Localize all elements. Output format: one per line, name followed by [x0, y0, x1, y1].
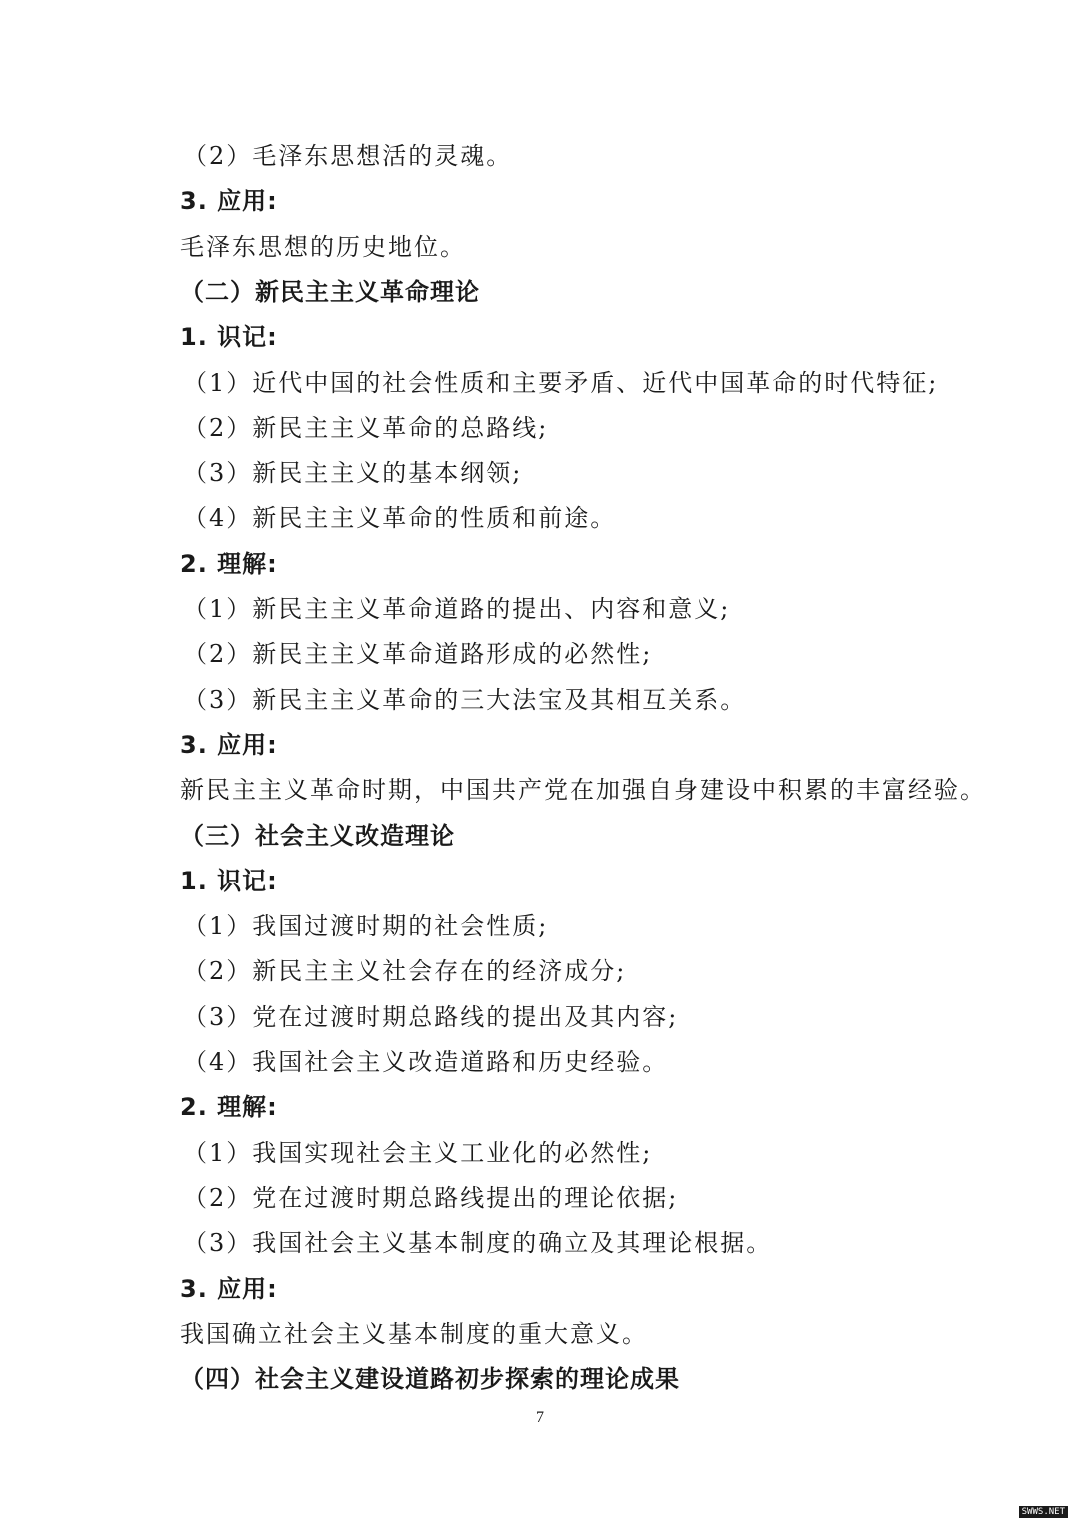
- list-item: （3）我国社会主义基本制度的确立及其理论根据。: [183, 1229, 773, 1257]
- section-heading: 3. 应用:: [180, 731, 278, 759]
- list-item: （4）新民主主义革命的性质和前途。: [183, 504, 617, 532]
- list-item: （3）新民主主义革命的三大法宝及其相互关系。: [183, 686, 747, 714]
- section-heading: 2. 理解:: [180, 1093, 278, 1121]
- list-item: （3）党在过渡时期总路线的提出及其内容;: [183, 1003, 679, 1031]
- watermark: SWWS.NET: [1019, 1506, 1068, 1518]
- list-item: （2）党在过渡时期总路线提出的理论依据;: [183, 1184, 679, 1212]
- section-heading: （四）社会主义建设道路初步探索的理论成果: [180, 1365, 680, 1393]
- list-item: （2）毛泽东思想活的灵魂。: [183, 142, 513, 170]
- paragraph: 我国确立社会主义基本制度的重大意义。: [180, 1320, 648, 1348]
- section-heading: 3. 应用:: [180, 187, 278, 215]
- list-item: （4）我国社会主义改造道路和历史经验。: [183, 1048, 669, 1076]
- list-item: （1）近代中国的社会性质和主要矛盾、近代中国革命的时代特征;: [183, 369, 939, 397]
- paragraph: 新民主主义革命时期，中国共产党在加强自身建设中积累的丰富经验。: [180, 776, 986, 804]
- list-item: （1）我国实现社会主义工业化的必然性;: [183, 1139, 653, 1167]
- section-heading: 1. 识记:: [180, 867, 278, 895]
- section-heading: （二）新民主主义革命理论: [180, 278, 480, 306]
- paragraph: 毛泽东思想的历史地位。: [180, 233, 466, 261]
- page-number: 7: [536, 1409, 544, 1426]
- list-item: （2）新民主主义社会存在的经济成分;: [183, 957, 627, 985]
- section-heading: 3. 应用:: [180, 1275, 278, 1303]
- list-item: （2）新民主主义革命的总路线;: [183, 414, 549, 442]
- list-item: （3）新民主主义的基本纲领;: [183, 459, 523, 487]
- list-item: （1）新民主主义革命道路的提出、内容和意义;: [183, 595, 731, 623]
- section-heading: 1. 识记:: [180, 323, 278, 351]
- section-heading: 2. 理解:: [180, 550, 278, 578]
- list-item: （2）新民主主义革命道路形成的必然性;: [183, 640, 653, 668]
- section-heading: （三）社会主义改造理论: [180, 822, 455, 850]
- list-item: （1）我国过渡时期的社会性质;: [183, 912, 549, 940]
